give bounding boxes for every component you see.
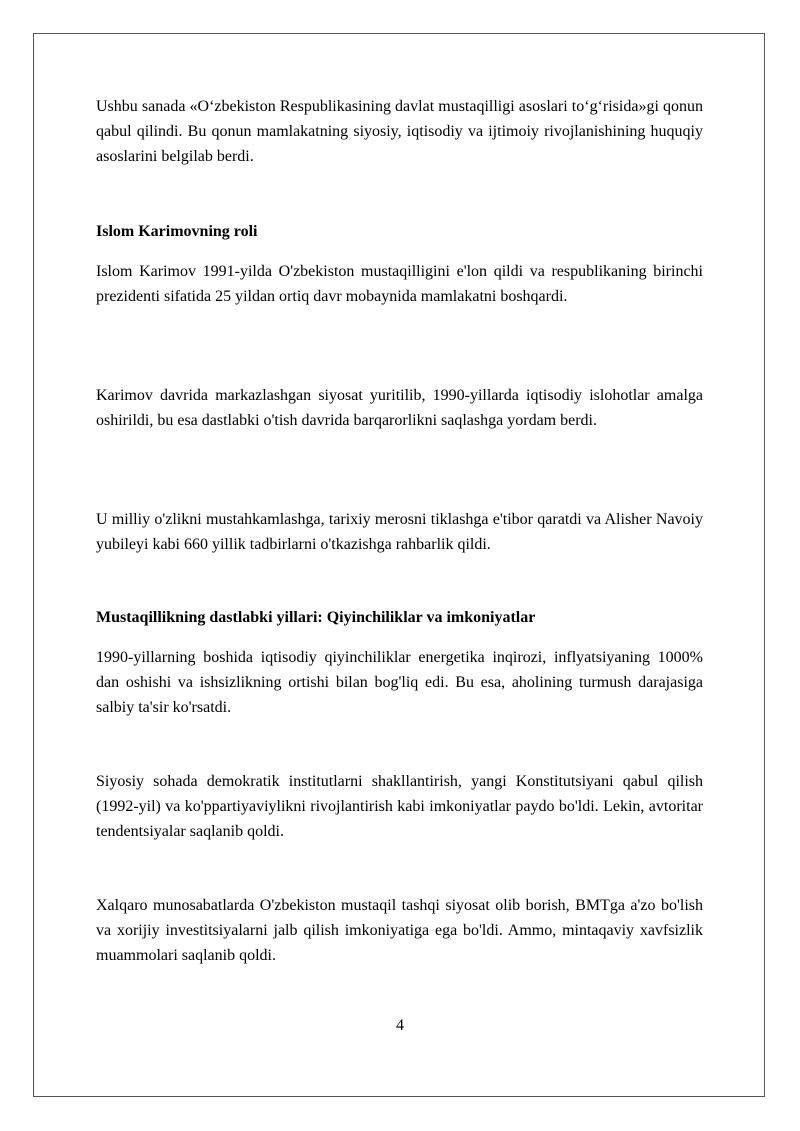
- paragraph-law-adoption: Ushbu sanada «O‘zbekiston Respublikasining davlat mustaqilligi asoslari to‘g‘risida»gi qonun qabul qilindi. Bu qonun mamlakatning siyosiy, iqtisodiy va ijtimoiy rivojlanishining huquqiy asoslarini belgilab berdi.: [96, 98, 703, 165]
- heading-early-years: Mustaqillikning dastlabki yillari: Qiyinchiliklar va imkoniyatlar: [96, 609, 536, 626]
- page-number: 4: [396, 1017, 404, 1034]
- paragraph-economic-difficulties: 1990-yillarning boshida iqtisodiy qiyinchiliklar energetika inqirozi, inflyatsiyaning 1000% dan oshishi va ishsizlikning ortishi bilan bog'liq edi. Bu esa, aholining turmush darajasiga salbiy ta'sir ko'rsatdi.: [96, 649, 703, 716]
- heading-karimov-role: Islom Karimovning roli: [96, 223, 258, 240]
- paragraph-political-sphere: Siyosiy sohada demokratik institutlarni shakllantirish, yangi Konstitutsiyani qabul qilish (1992-yil) va ko'ppartiyaviylikni rivojlantirish kabi imkoniyatlar paydo bo'ldi. Lekin, avtoritar tendentsiyalar saqlanib qoldi.: [96, 773, 703, 840]
- paragraph-national-identity: U milliy o'zlikni mustahkamlashga, tarixiy merosni tiklashga e'tibor qaratdi va Alisher Navoiy yubileyi kabi 660 yillik tadbirlarni o'tkazishga rahbarlik qildi.: [96, 511, 703, 553]
- paragraph-international-relations: Xalqaro munosabatlarda O'zbekiston mustaqil tashqi siyosat olib borish, BMTga a'zo bo'lish va xorijiy investitsiyalarni jalb qilish imkoniyatiga ega bo'ldi. Ammo, mintaqaviy xavfsizlik muammolari saqlanib qoldi.: [96, 897, 703, 964]
- paragraph-karimov-president: Islom Karimov 1991-yilda O'zbekiston mustaqilligini e'lon qildi va respublikaning birinchi prezidenti sifatida 25 yildan ortiq davr mobaynida mamlakatni boshqardi.: [96, 263, 703, 305]
- paragraph-karimov-reforms: Karimov davrida markazlashgan siyosat yuritilib, 1990-yillarda iqtisodiy islohotlar amalga oshirildi, bu esa dastlabki o'tish davrida barqarorlikni saqlashga yordam berdi.: [96, 387, 703, 429]
